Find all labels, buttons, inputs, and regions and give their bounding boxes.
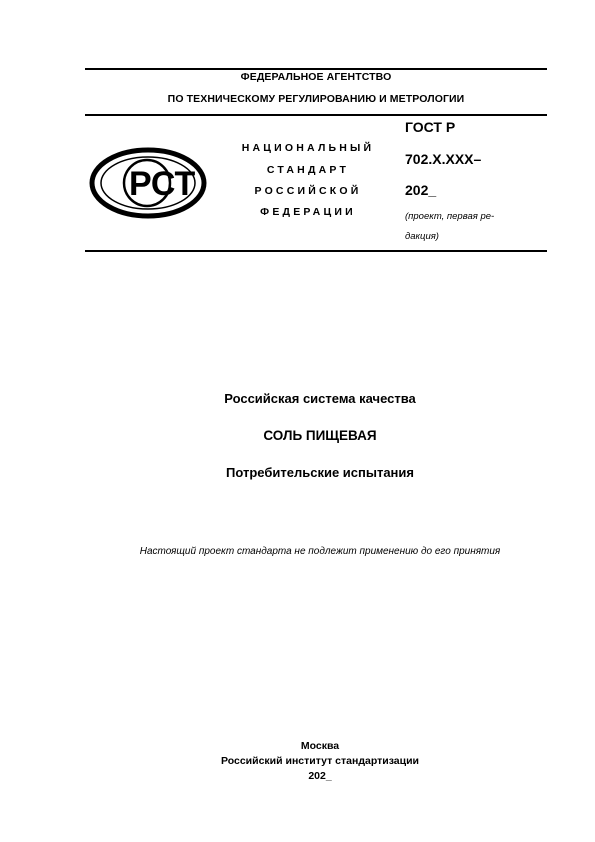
national-line-3: РОССИЙСКОЙ — [254, 185, 362, 197]
agency-line-2: ПО ТЕХНИЧЕСКОМУ РЕГУЛИРОВАНИЮ И МЕТРОЛОГИИ — [167, 93, 465, 105]
national-line-4: ФЕДЕРАЦИИ — [260, 206, 356, 218]
series-title: Российская система качества — [224, 391, 416, 406]
national-line-1: НАЦИОНАЛЬНЫЙ — [241, 142, 375, 154]
top-rule — [85, 68, 547, 70]
agency-line-1: ФЕДЕРАЛЬНОЕ АГЕНТСТВО — [240, 71, 392, 83]
document-subtitle: Потребительские испытания — [226, 465, 414, 480]
designation-line-3: 202_ — [405, 182, 437, 198]
draft-status-line-1: (проект, первая ре- — [405, 211, 495, 222]
imprint-city: Москва — [300, 740, 340, 752]
gost-r-certification-mark-icon — [89, 147, 207, 219]
logo-mark-text: РСТ — [129, 165, 196, 203]
imprint-year: 202_ — [308, 770, 332, 782]
imprint-publisher: Российский институт стандартизации — [220, 755, 420, 767]
national-line-2: СТАНДАРТ — [266, 164, 350, 176]
draft-notice: Настоящий проект стандарта не подлежит применению до его принятия — [139, 546, 501, 557]
draft-status-line-2: дакция) — [405, 231, 439, 242]
header-bottom-rule — [85, 250, 547, 252]
designation-line-2: 702.Х.ХХХ– — [405, 151, 482, 167]
designation-line-1: ГОСТ Р — [405, 119, 456, 135]
document-title: СОЛЬ ПИЩЕВАЯ — [263, 428, 377, 443]
header-rule — [85, 114, 547, 116]
